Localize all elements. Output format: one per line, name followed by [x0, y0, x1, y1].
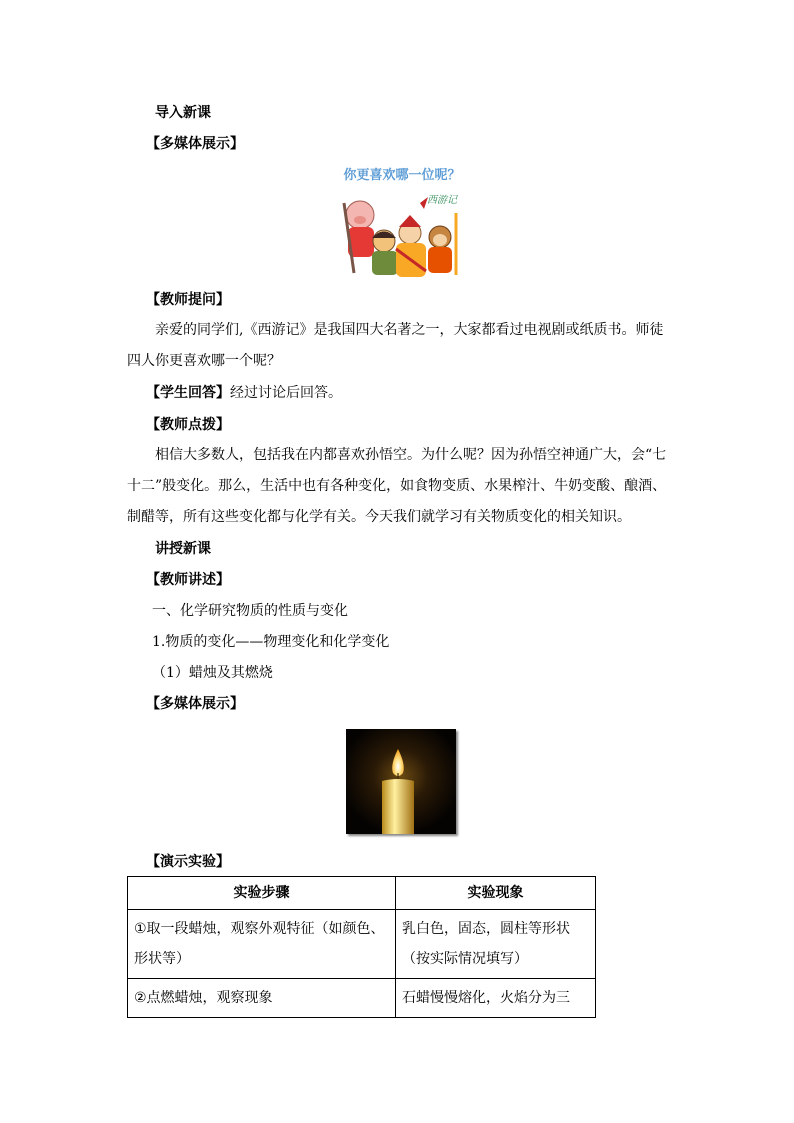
- table-header-step: 实验步骤: [128, 877, 396, 910]
- section-heading-new: 讲授新课: [155, 541, 211, 557]
- teacher-lecture-label: 【教师讲述】: [146, 572, 230, 588]
- figure-caption: 你更喜欢哪一位呢？: [343, 168, 461, 183]
- journey-west-illustration: [332, 163, 472, 281]
- table-header-result: 实验现象: [396, 877, 596, 910]
- demo-label: 【演示实验】: [146, 854, 230, 870]
- section-heading-intro: 导入新课: [155, 105, 211, 121]
- teacher-question-text: 亲爱的同学们,《西游记》是我国四大名著之一，大家都看过电视剧或纸质书。师徒四人你更喜欢哪一个呢？: [127, 322, 664, 369]
- table-row: [128, 979, 596, 1018]
- outline-item-3: （1）蜡烛及其燃烧: [152, 665, 273, 681]
- outline-item-1: 一、化学研究物质的性质与变化: [152, 603, 348, 619]
- table-cell-step: ②点燃蜡烛，观察现象: [128, 979, 396, 1018]
- student-answer-line: [146, 383, 342, 403]
- teacher-guide-text: 相信大多数人，包括我在内都喜欢孙悟空。为什么呢？因为孙悟空神通广大，会“七十二”般变化。那么，生活中也有各种变化，如食物变质、水果榨汁、牛奶变酸、酿酒、制醋等，所有这些变化都与化学有关。今天我们就学习有关物质变化的相关知识。: [127, 447, 667, 525]
- candle-image: [346, 729, 456, 834]
- multimedia-label-1: 【多媒体展示】: [146, 136, 244, 152]
- table-header-row: [128, 877, 596, 910]
- teacher-question-label: 【教师提问】: [146, 292, 230, 308]
- table-cell-result: 乳白色，固态，圆柱等形状（按实际情况填写）: [396, 910, 596, 979]
- teacher-guide-label: 【教师点拨】: [146, 417, 230, 433]
- student-answer-text: 经过讨论后回答。: [230, 385, 342, 401]
- figure-logo-text: 西游记: [427, 195, 457, 206]
- table-cell-result: 石蜡慢慢熔化，火焰分为三: [396, 979, 596, 1018]
- multimedia-label-2: 【多媒体展示】: [146, 696, 244, 712]
- journey-west-figure: [332, 163, 472, 281]
- experiment-table: [127, 876, 596, 1018]
- outline-item-2: 1.物质的变化——物理变化和化学变化: [152, 634, 390, 650]
- table-cell-step: ①取一段蜡烛，观察外观特征（如颜色、形状等）: [128, 910, 396, 979]
- table-row: [128, 910, 596, 979]
- candle-figure: [346, 729, 456, 834]
- student-answer-label: 【学生回答】: [146, 385, 230, 401]
